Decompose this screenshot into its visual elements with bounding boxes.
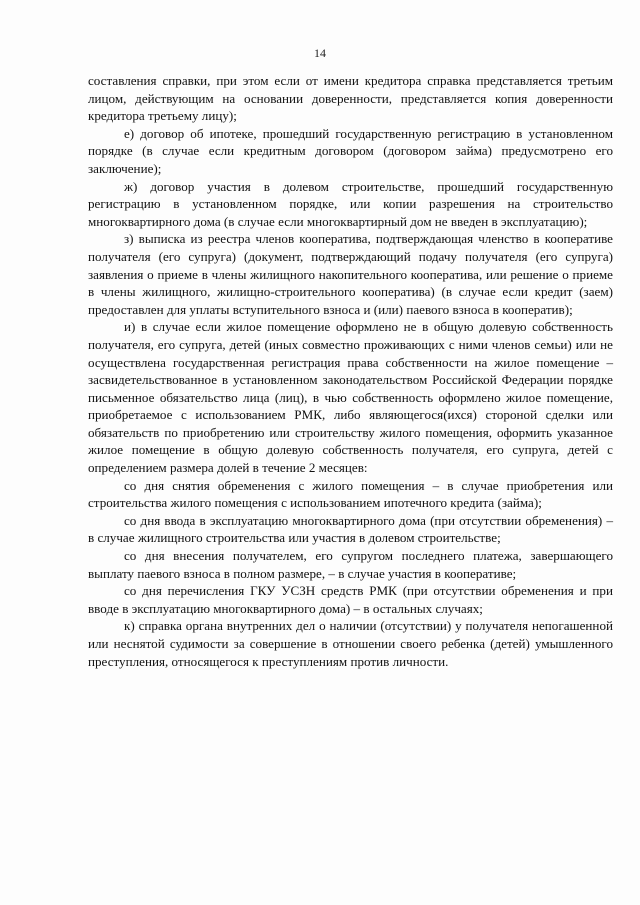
- paragraph-continuation: составления справки, при этом если от имени кредитора справка представляется третьим лицом, действующим на основании доверенности, представляется копия доверенности кредитора третьему лицу);: [88, 73, 613, 124]
- paragraph-subitem-commissioning: со дня ввода в эксплуатацию многоквартирного дома (при отсутствии обременения) – в случае жилищного строительства или участия в долевом строительстве;: [88, 512, 613, 546]
- paragraph-item-z: з) выписка из реестра членов кооператива, подтверждающая членство в кооперативе получателя (его супруга) (документ, подтверждающий подачу получателя (его супруга) заявления о приеме в члены жилищного накопительного кооператива, или решение о приеме в члены жилищного, жилищно-строительного кооператива) (в случае если кредит (заем) предоставлен для уплаты вступительного взноса и (или) паевого взноса в кооператив);: [88, 231, 613, 317]
- paragraph-subitem-transfer: со дня перечисления ГКУ УСЗН средств РМК (при отсутствии обременения и при вводе в эксплуатацию многоквартирного дома) – в остальных случаях;: [88, 583, 613, 616]
- paragraph-item-k: к) справка органа внутренних дел о наличии (отсутствии) у получателя непогашенной или неснятой судимости за совершение в отношении своего ребенка (детей) умышленного преступления, относящегося к преступлениям против личности.: [88, 618, 613, 669]
- paragraph-item-e: е) договор об ипотеке, прошедший государственную регистрацию в установленном порядке (в случае если кредитным договором (договором займа) предусмотрено его заключение);: [88, 125, 613, 176]
- document-body: [88, 72, 613, 670]
- paragraph-item-zh: ж) договор участия в долевом строительстве, прошедший государственную регистрацию в установленном порядке, или копии разрешения на строительство многоквартирного дома (в случае если многоквартирный дом не введен в эксплуатацию);: [88, 178, 613, 229]
- paragraph-subitem-encumbrance: со дня снятия обременения с жилого помещения – в случае приобретения или строительства жилого помещения с использованием ипотечного кредита (займа);: [88, 477, 613, 511]
- paragraph-subitem-share-payment: со дня внесения получателем, его супругом последнего платежа, завершающего выплату паевого взноса в полном размере, – в случае участия в кооперативе;: [88, 548, 613, 581]
- paragraph-item-i: и) в случае если жилое помещение оформлено не в общую долевую собственность получателя, его супруга, детей (иных совместно проживающих с ними членов семьи) или не осуществлена государственная регистрация права собственности на жилое помещение – засвидетельствованное в установленном законодательством Российской Федерации порядке письменное обязательство лица (лиц), в чью собственность оформлено жилое помещение, приобретаемое с использованием РМК, либо являющегося(ихся) стороной сделки или обязательств по приобретению или строительству жилого помещения, оформить указанное жилое помещение в общую долевую собственность получателя, его супруга, детей с определением размера долей в течение 2 месяцев:: [88, 319, 613, 476]
- page-number: 14: [314, 46, 326, 60]
